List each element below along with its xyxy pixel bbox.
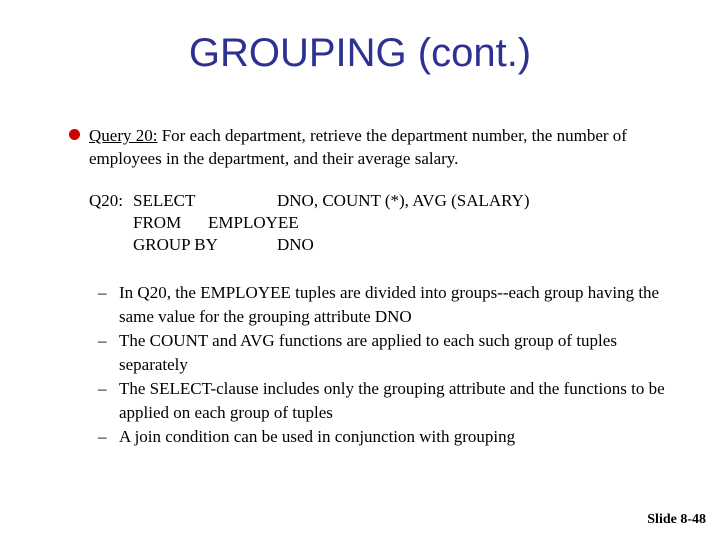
sql-group-by-attribute: DNO (277, 235, 314, 254)
dash-bullet: – (98, 427, 107, 446)
sql-select-list: DNO, COUNT (*), AVG (SALARY) (277, 191, 530, 210)
sub-bullet-list (98, 281, 678, 449)
sub-bullet-item (98, 329, 678, 377)
sub-bullet-text: The SELECT-clause includes only the grouping attribute and the functions to be applied on each group of tuples (119, 379, 665, 422)
sub-bullet-text: In Q20, the EMPLOYEE tuples are divided into groups--each group having the same value for the grouping attribute DNO (119, 283, 660, 326)
sub-bullet-item (98, 425, 678, 449)
main-bullet (70, 124, 670, 170)
sub-bullet-text: A join condition can be used in conjunction with grouping (119, 427, 516, 446)
dash-bullet: – (98, 331, 107, 350)
sql-keyword-group-by: GROUP BY (133, 235, 218, 254)
sql-keyword-select: SELECT (133, 191, 196, 210)
sql-keyword-from: FROM (133, 213, 182, 232)
sub-bullet-item (98, 281, 678, 329)
sub-bullet-item (98, 377, 678, 425)
sql-from-table: EMPLOYEE (208, 213, 299, 232)
slide-title: GROUPING (cont.) (188, 31, 532, 75)
query-label: Query 20: (89, 126, 158, 145)
dash-bullet: – (98, 379, 107, 398)
query-description: For each department, retrieve the department number, the number of employees in the department, and their average salary. (89, 126, 627, 168)
bullet-dot-icon (69, 129, 80, 140)
sql-query-label: Q20: (89, 191, 123, 210)
dash-bullet: – (98, 283, 107, 302)
slide-number: Slide 8-48 (647, 512, 706, 527)
main-bullet-text (89, 124, 670, 170)
sub-bullet-text: The COUNT and AVG functions are applied to each such group of tuples separately (119, 331, 617, 374)
